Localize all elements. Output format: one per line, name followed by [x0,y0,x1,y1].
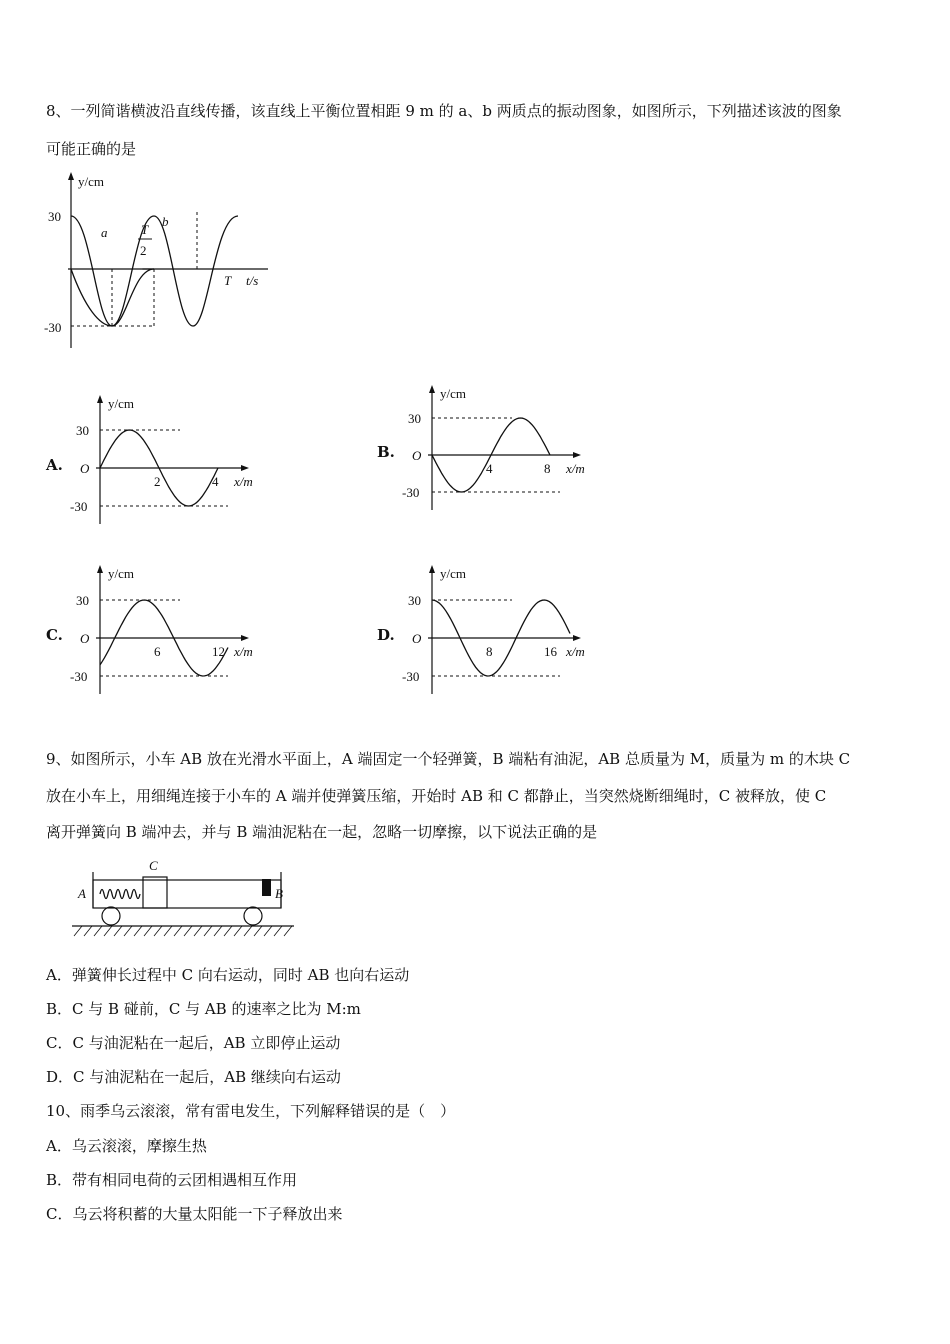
y-label: y/cm [440,566,466,581]
q8-option-letter-B: B. [377,443,395,461]
y-bottom-label: -30 [70,669,88,684]
q10-option-A: A．乌云滚滚，摩擦生热 [46,1137,207,1155]
block-C [143,877,167,908]
curve-a-label: a [101,225,108,240]
cart-body [93,880,281,908]
wheel-left [102,907,120,925]
q8-stem-line1: 8、一列简谐横波沿直线传播，该直线上平衡位置相距 9 m 的 a、b 两质点的振动图象，如图所示，下列描述该波的图象 [46,102,842,120]
q10-option-B: B．带有相同电荷的云团相遇相互作用 [46,1171,298,1189]
q8-option-letter-D: D. [377,626,395,644]
q9-option-A: A．弹簧伸长过程中 C 向右运动，同时 AB 也向右运动 [46,966,410,984]
q8-option-graph-D [400,560,600,710]
q9-stem-line1: 9、如图所示，小车 AB 放在光滑水平面上，A 端固定一个轻弹簧，B 端粘有油泥，AB 总质量为 M，质量为 m 的木块 C [46,750,851,768]
q9-option-B: B．C 与 B 碰前，C 与 AB 的速率之比为 M:m [46,1000,361,1018]
y-top-label: 30 [408,593,421,608]
q9-option-C: C．C 与油泥粘在一起后，AB 立即停止运动 [46,1034,341,1052]
y-label: y/cm [108,396,134,411]
x-label: x/m [234,474,253,489]
x-label: x/m [566,644,585,659]
y-bottom-label: -30 [402,669,420,684]
q8-option-letter-A: A. [46,456,63,474]
q8-option-graph-A [68,390,268,540]
x-tick-1: 4 [486,461,493,476]
x-label: x/m [234,644,253,659]
x-tick-2: 16 [544,644,557,659]
spring [100,890,140,899]
origin-label: O [412,448,422,463]
T-label: T [224,273,232,288]
y-label: y/cm [78,174,104,189]
y-axis-arrow [429,565,435,573]
y-label: y/cm [108,566,134,581]
t-axis-label: t/s [246,273,259,288]
y-axis-arrow [68,172,74,180]
y-top-label: 30 [48,209,61,224]
x-tick-1: 8 [486,644,493,659]
x-label: x/m [566,461,585,476]
q9-stem-line2: 放在小车上，用细绳连接于小车的 A 端并使弹簧压缩，开始时 AB 和 C 都静止，当突然烧断细绳时，C 被释放，使 C [46,787,827,805]
q10-option-C: C．乌云将积蓄的大量太阳能一下子释放出来 [46,1205,343,1223]
q9-stem-line3: 离开弹簧向 B 端冲去，并与 B 端油泥粘在一起，忽略一切摩擦，以下说法正确的是 [46,823,598,841]
x-axis-arrow [241,465,249,471]
q8-option-graph-C [68,560,268,710]
half-T-numerator: T [141,222,149,237]
q8-option-letter-C: C. [46,626,63,644]
curve-b-label: b [162,214,169,229]
origin-label: O [80,631,90,646]
y-bottom-label: -30 [402,485,420,500]
y-label: y/cm [440,386,466,401]
q10-stem: 10、雨季乌云滚滚，常有雷电发生，下列解释错误的是（ ） [46,1102,456,1120]
y-bottom-label: -30 [70,499,88,514]
x-axis-arrow [573,452,581,458]
wheel-right [244,907,262,925]
x-tick-1: 6 [154,644,161,659]
x-tick-1: 2 [154,474,161,489]
y-axis-arrow [429,385,435,393]
mud-B [262,879,271,896]
y-top-label: 30 [408,411,421,426]
x-tick-2: 4 [212,474,219,489]
x-axis-arrow [573,635,581,641]
origin-label: O [80,461,90,476]
q9-cart-figure [70,852,300,942]
q8-stem-line2: 可能正确的是 [46,140,137,158]
x-tick-2: 12 [212,644,225,659]
y-bottom-label: -30 [44,320,62,335]
q8-vibration-graph [40,168,280,353]
ground-hatch [74,926,292,936]
label-B: B [275,886,283,901]
y-top-label: 30 [76,593,89,608]
half-T-denominator: 2 [140,243,147,258]
y-axis-arrow [97,565,103,573]
y-top-label: 30 [76,423,89,438]
origin-label: O [412,631,422,646]
x-tick-2: 8 [544,461,551,476]
q8-option-graph-B [400,380,600,530]
label-C: C [149,858,158,873]
x-axis-arrow [241,635,249,641]
q9-option-D: D．C 与油泥粘在一起后，AB 继续向右运动 [46,1068,341,1086]
y-axis-arrow [97,395,103,403]
label-A: A [78,886,86,901]
